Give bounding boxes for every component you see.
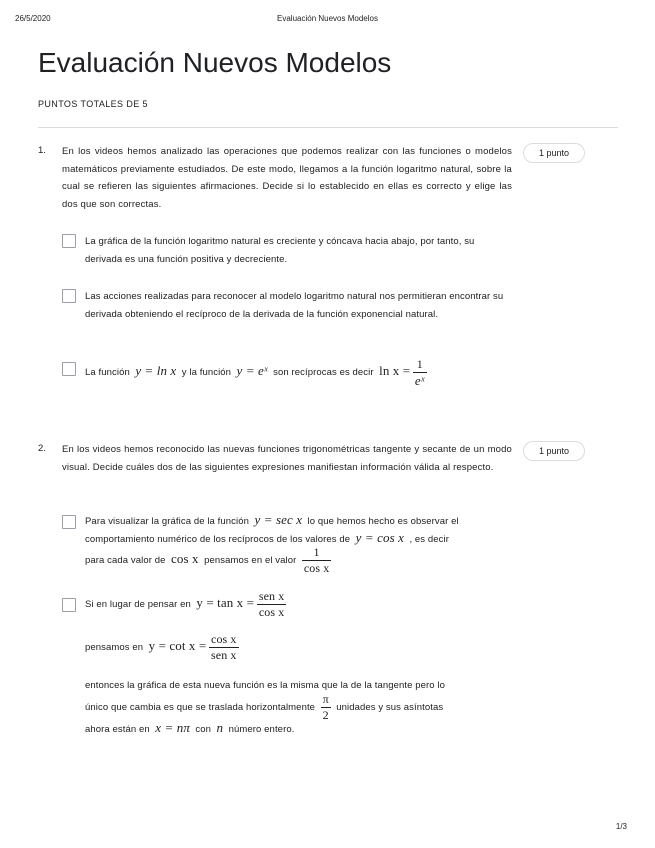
print-doc-title: Evaluación Nuevos Modelos	[277, 14, 378, 23]
q1-opt3-math-2: y = eˣ	[236, 363, 268, 379]
q2-option-2-line-5[interactable]	[85, 720, 294, 736]
q2-opt1-math-2: y = cos x	[355, 530, 404, 545]
q2-opt1-math-1: y = sec x	[254, 512, 303, 527]
page-number: 1/3	[615, 822, 627, 831]
q1-opt3-text-3: son recíprocas es decir	[273, 367, 374, 379]
q1-option-2-label[interactable]: Las acciones realizadas para reconocer al modelo logaritmo natural nos permitieran encontrar su derivada obteniendo el recíproco de la derivada de la función exponencial natural.	[85, 291, 504, 320]
q2-opt2-text-4: único que cambia es que se traslada horizontalmente	[85, 702, 316, 714]
question-2-number: 2.	[38, 443, 46, 454]
question-1-text: En los videos hemos analizado las operaciones que podemos realizar con las funciones o modelos matemáticos previamente estudiados. De este modo, llegamos a la función logaritmo natural, sobre la cual se refieren las siguientes afirmaciones. Decide si lo establecido en ellas es correcto y elige las dos que son correctas.	[62, 146, 512, 210]
q1-opt3-fraction	[413, 357, 427, 388]
q2-opt2-text-5: unidades y sus asíntotas	[336, 702, 444, 714]
q1-opt3-text-1: La función	[85, 367, 130, 379]
q2-opt2-math-1: y = tan x =	[196, 595, 255, 611]
q2-opt2-fraction-3	[321, 692, 331, 723]
q2-opt1-fraction	[302, 545, 332, 576]
q1-option-3-checkbox[interactable]	[62, 362, 76, 376]
q2-opt2-math-2: y = cot x =	[148, 638, 207, 654]
q2-option-2-line-1[interactable]	[85, 589, 286, 620]
q2-opt2-fraction-2	[209, 632, 239, 663]
fraction-denominator: 2	[322, 708, 329, 722]
fraction-denominator: cos x	[303, 561, 330, 575]
question-1-points-badge: 1 punto	[523, 143, 585, 163]
divider	[38, 127, 618, 128]
fraction-numerator: 1	[302, 545, 332, 561]
q1-option-1-label[interactable]: La gráfica de la función logaritmo natural es creciente y cóncava hacia abajo, por tanto, su derivada es una función positiva y decreciente.	[85, 236, 475, 265]
q2-option-2-line-4[interactable]	[85, 692, 443, 723]
q1-opt3-text-2: y la función	[181, 367, 232, 379]
q2-opt1-text-6: pensamos en el valor	[204, 555, 297, 567]
fraction-denominator: cos x	[258, 605, 285, 619]
q2-opt2-text-1: Si en lugar de pensar en	[85, 599, 191, 611]
fraction-numerator: sen x	[258, 589, 285, 603]
q2-opt1-math-3: cos x	[170, 551, 199, 567]
q2-opt2-text-3: entonces la gráfica de esta nueva función es la misma que la de la tangente pero lo	[85, 680, 446, 691]
q2-option-2-line-2[interactable]	[85, 632, 239, 663]
q2-opt2-math-4: n	[216, 720, 224, 735]
q2-opt1-text-4: , es decir	[409, 534, 449, 545]
q2-opt2-math-3: x = nπ	[155, 720, 190, 735]
question-2-text: En los videos hemos reconocido las nuevas funciones trigonométricas tangente y secante de un modo visual. Decide cuáles dos de las siguientes expresiones manifiestan información válida al respecto.	[62, 444, 512, 473]
q1-option-1-checkbox[interactable]	[62, 234, 76, 248]
fraction-denominator: eˣ	[414, 373, 425, 388]
fraction-numerator: π	[322, 692, 329, 706]
q2-option-1-checkbox[interactable]	[62, 515, 76, 529]
q2-option-2-checkbox[interactable]	[62, 598, 76, 612]
fraction-denominator: sen x	[211, 648, 237, 662]
q2-option-1-line-2[interactable]	[85, 530, 449, 546]
q2-opt2-text-8: número entero.	[228, 724, 295, 735]
q2-option-1-line-1[interactable]	[85, 512, 459, 528]
q2-opt1-text-3: comportamiento numérico de los recíprocos de los valores de	[85, 534, 351, 545]
q1-option-3-label[interactable]	[85, 357, 427, 388]
q2-opt2-fraction-1	[257, 589, 287, 620]
q2-opt1-text-5: para cada valor de	[85, 555, 166, 567]
q1-opt3-math-1: y = ln x	[135, 363, 177, 379]
fraction-numerator: 1	[413, 357, 427, 373]
page-title: Evaluación Nuevos Modelos	[38, 47, 392, 78]
q2-opt2-text-6: ahora están en	[85, 724, 150, 735]
q2-opt2-text-7: con	[195, 724, 212, 735]
q2-option-1-line-3[interactable]	[85, 545, 331, 576]
q2-opt1-text-1: Para visualizar la gráfica de la función	[85, 516, 250, 527]
total-points: PUNTOS TOTALES DE 5	[38, 99, 148, 109]
q1-opt3-math-3: ln x =	[379, 363, 411, 379]
fraction-numerator: cos x	[211, 632, 237, 646]
print-date: 26/5/2020	[15, 14, 51, 23]
q2-option-2-line-3[interactable]	[85, 680, 445, 691]
q2-opt2-text-2: pensamos en	[85, 642, 144, 654]
q2-opt1-text-2: lo que hemos hecho es observar el	[307, 516, 459, 527]
question-2-points-badge: 1 punto	[523, 441, 585, 461]
q1-option-2-checkbox[interactable]	[62, 289, 76, 303]
question-1-number: 1.	[38, 145, 46, 156]
